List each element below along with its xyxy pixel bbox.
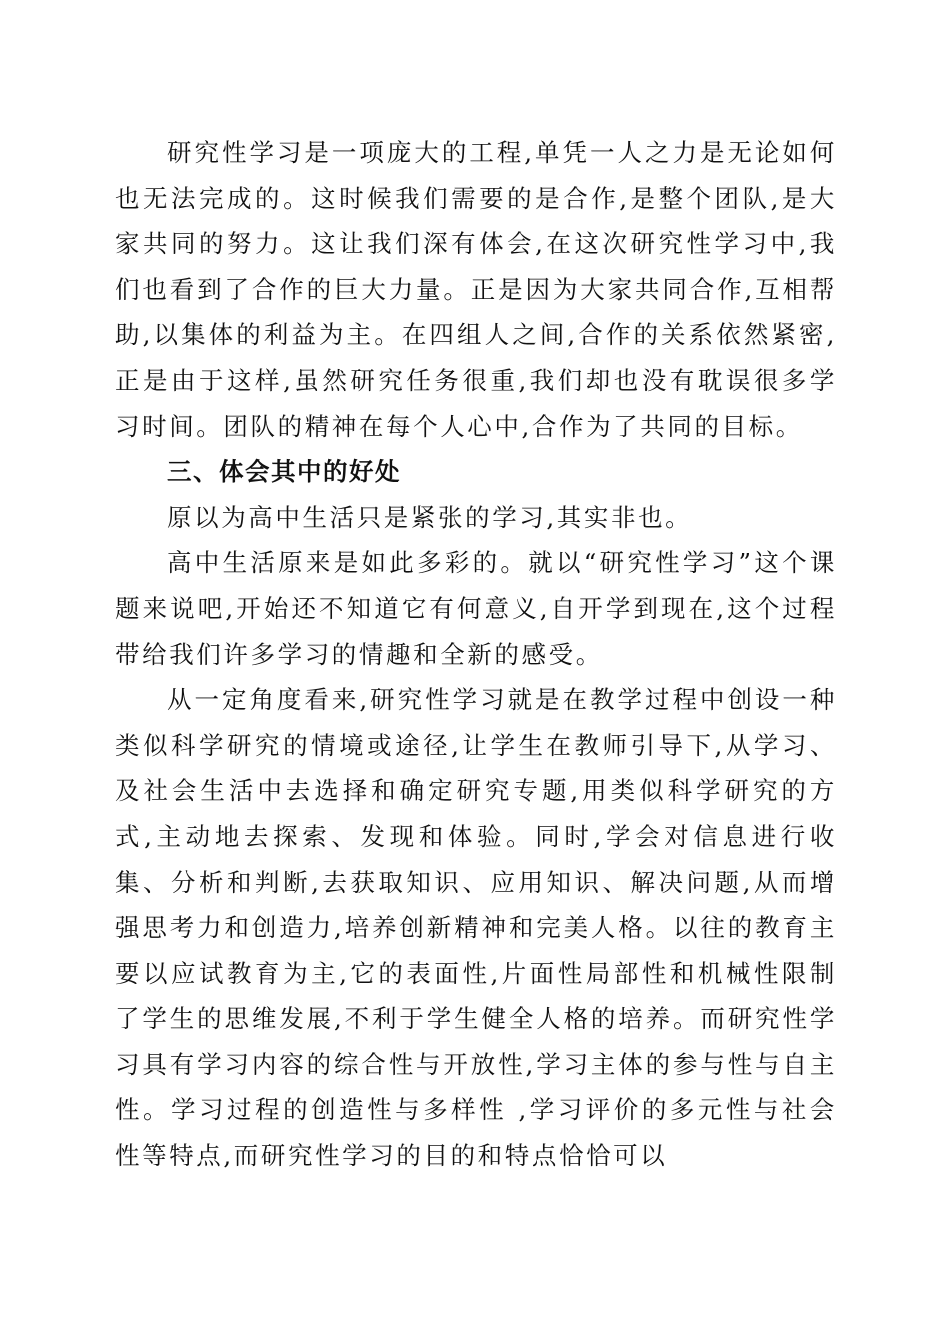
- paragraph-research-learning: 从一定角度看来,研究性学习就是在教学过程中创设一种类似科学研究的情境或途径,让学生在教师引导下,从学习、及社会生活中去选择和确定研究专题,用类似科学研究的方式,主动地去探索、发现和体验。同时,学会对信息进行收集、分析和判断,去获取知识、应用知识、解决问题,从而增强思考力和创造力,培养创新精神和完美人格。以往的教育主要以应试教育为主,它的表面性,片面性局部性和机械性限制了学生的思维发展,不利于学生健全人格的培养。而研究性学习具有学习内容的综合性与开放性,学习主体的参与性与自主性。学习过程的创造性与多样性 ,学习评价的多元性与社会性等特点,而研究性学习的目的和特点恰恰可以: [115, 685, 837, 1171]
- document-body: [115, 130, 837, 1179]
- paragraph-teamwork: 研究性学习是一项庞大的工程,单凭一人之力是无论如何也无法完成的。这时候我们需要的是合作,是整个团队,是大家共同的努力。这让我们深有体会,在这次研究性学习中,我们也看到了合作的巨大力量。正是因为大家共同合作,互相帮助,以集体的利益为主。在四组人之间,合作的关系依然紧密,正是由于这样,虽然研究任务很重,我们却也没有耽误很多学习时间。团队的精神在每个人心中,合作为了共同的目标。: [115, 138, 837, 441]
- paragraph-intro: 原以为高中生活只是紧张的学习,其实非也。: [167, 502, 693, 532]
- section-heading: 三、体会其中的好处: [167, 457, 401, 487]
- paragraph-colorful-life: 高中生活原来是如此多彩的。就以“研究性学习”这个课题来说吧,开始还不知道它有何意义,自开学到现在,这个过程带给我们许多学习的情趣和全新的感受。: [115, 548, 837, 669]
